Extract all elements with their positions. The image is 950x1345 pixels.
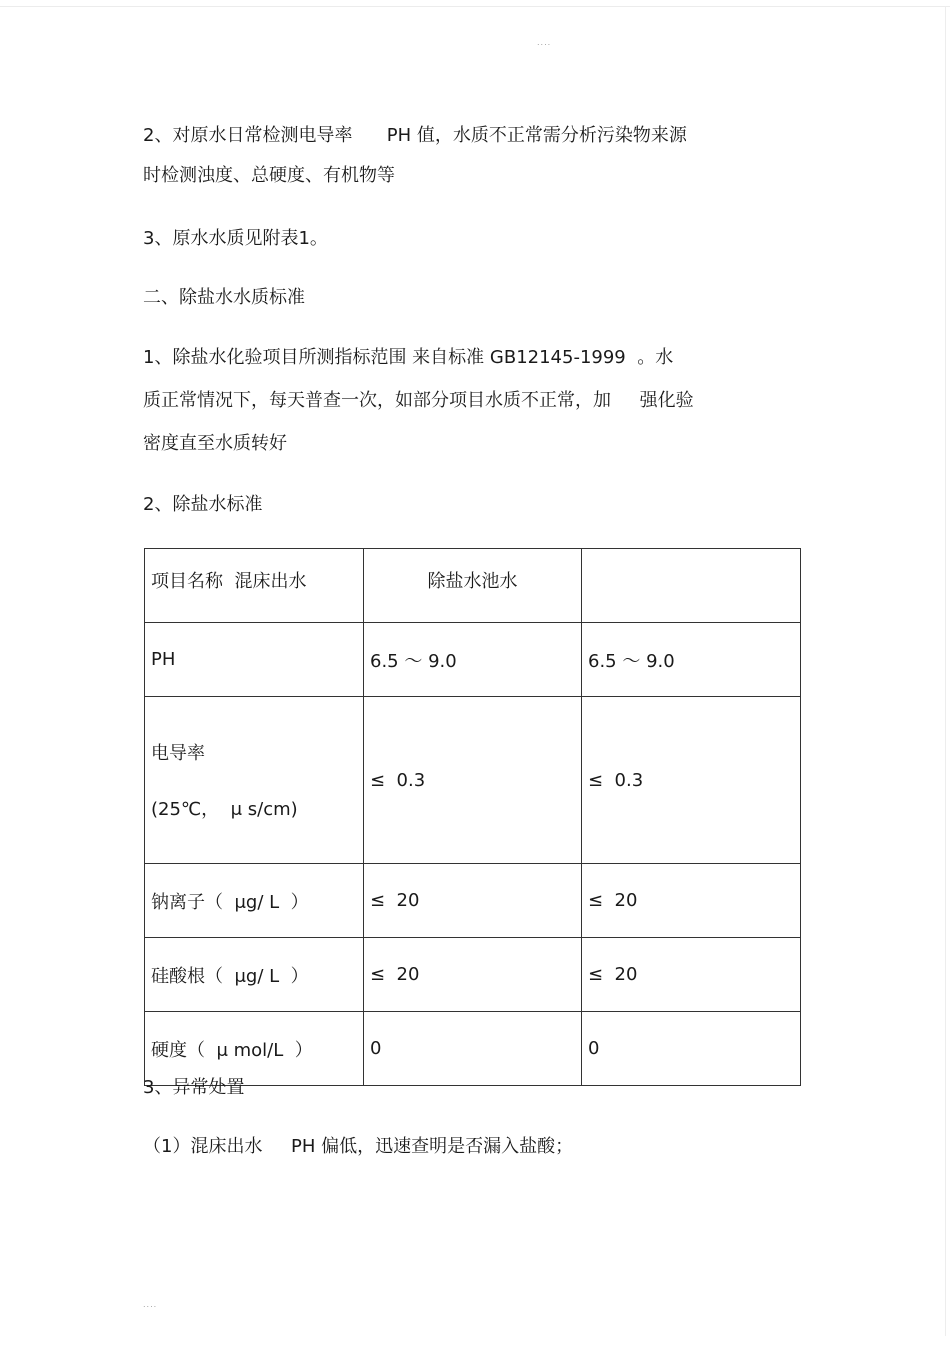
table-cell: 硬度（ μ mol/L ） (145, 1012, 364, 1086)
table-cell: 0 (582, 1012, 801, 1086)
conductivity-unit: (25℃， μ s/cm) (151, 799, 298, 820)
paragraph-line: 3、原水水质见附表1。 (143, 228, 328, 249)
table-cell: ≤ 20 (582, 864, 801, 938)
table-header-row (145, 549, 801, 623)
paragraph-line: 质正常情况下，每天普查一次，如部分项目水质不正常，加 强化验 (143, 390, 694, 411)
table-cell: ≤ 20 (364, 864, 582, 938)
table-row (145, 1012, 801, 1086)
table-cell: ≤ 20 (582, 938, 801, 1012)
table-cell: 钠离子（ μg/ L ） (145, 864, 364, 938)
table-cell: 6.5 ～ 9.0 (364, 623, 582, 697)
table-header-cell: 除盐水池水 (364, 549, 582, 623)
paragraph-line: 2、对原水日常检测电导率 PH 值，水质不正常需分析污染物来源 (143, 125, 687, 146)
header-mark: .... (537, 38, 552, 47)
table-row (145, 938, 801, 1012)
table-cell: PH (145, 623, 364, 697)
table-cell (145, 697, 364, 864)
subsection-heading: 2、除盐水标准 (143, 494, 263, 515)
page-right-border (945, 6, 946, 1336)
paragraph-line: 密度直至水质转好 (143, 433, 287, 454)
table-cell: ≤ 20 (364, 938, 582, 1012)
paragraph-line: 时检测浊度、总硬度、有机物等 (143, 165, 395, 186)
table-cell: 6.5 ～ 9.0 (582, 623, 801, 697)
table-cell: ≤ 0.3 (582, 697, 801, 864)
table-cell: 0 (364, 1012, 582, 1086)
section-heading: 二、除盐水水质标准 (143, 287, 305, 308)
footer-mark: .... (143, 1300, 158, 1309)
paragraph-line: 1、除盐水化验项目所测指标范围 来自标准 GB12145-1999 。水 (143, 347, 674, 368)
table-header-cell (582, 549, 801, 623)
table-row (145, 623, 801, 697)
table-row (145, 697, 801, 864)
table-row (145, 864, 801, 938)
table-header-cell: 项目名称 混床出水 (145, 549, 364, 623)
desalted-water-standard-table (144, 548, 801, 1086)
table-cell: 硅酸根（ μg/ L ） (145, 938, 364, 1012)
table-cell: ≤ 0.3 (364, 697, 582, 864)
paragraph-line: （1）混床出水 PH 偏低，迅速查明是否漏入盐酸； (143, 1136, 574, 1157)
subsection-heading: 3、异常处置 (143, 1077, 245, 1098)
page-top-border (0, 6, 950, 7)
conductivity-label: 电导率 (151, 743, 205, 764)
